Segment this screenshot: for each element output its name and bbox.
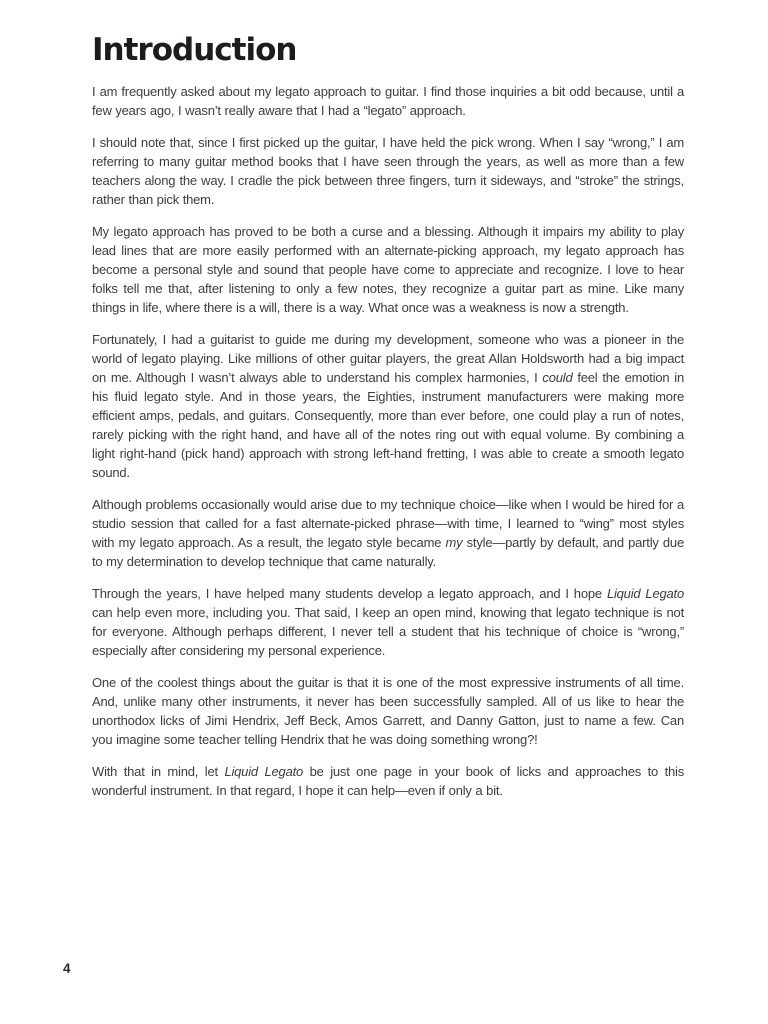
text-run: feel the emotion in his fluid legato style. And in those years, the Eighties, instrument manufacturers were making more efficient amps, pedals, and guitars. Consequently, more than ever before, one could play a run of notes, rarely picking with the right hand, and have all of the notes ring out with equal volume. By combining a light right-hand (pick hand) approach with strong left-hand fretting, I was able to create a smooth legato sound. [92, 370, 684, 481]
italic-run: could [542, 370, 573, 386]
paragraph [92, 584, 684, 660]
text-run: I should note that, since I first picked up the guitar, I have held the pick wrong. When I say “wrong,” I am referring to many guitar method books that I have seen through the years, as well as more than a few teachers along the way. I cradle the pick between three fingers, turn it sideways, and “stroke” the strings, rather than pick them. [92, 135, 684, 208]
paragraph [92, 762, 684, 800]
text-run: can help even more, including you. That said, I keep an open mind, knowing that legato technique is not for everyone. Although perhaps different, I never tell a student that his technique of choice is “wrong,” especially after considering my personal experience. [92, 605, 684, 659]
italic-run: Liquid Legato [606, 586, 684, 602]
italic-run: my [445, 535, 463, 551]
paragraph [92, 222, 684, 317]
paragraph [92, 330, 684, 482]
paragraph [92, 495, 684, 571]
text-run: Through the years, I have helped many students develop a legato approach, and I hope [92, 586, 607, 602]
text-run: My legato approach has proved to be both a curse and a blessing. Although it impairs my ability to play lead lines that are more easily performed with an alternate-picking approach, my legato approach has become a personal style and sound that people have come to appreciate and recognize. I love to hear folks tell me that, after listening to only a few notes, they recognize a guitar part as mine. Like many things in life, where there is a will, there is a way. What once was a weakness is now a strength. [92, 224, 684, 316]
paragraph [92, 133, 684, 209]
text-run: I am frequently asked about my legato approach to guitar. I find those inquiries a bit odd because, until a few years ago, I wasn’t really aware that I had a “legato” approach. [92, 84, 684, 119]
italic-run: Liquid Legato [224, 764, 304, 780]
paragraph [92, 82, 684, 120]
text-run: style—partly by default, and partly due to my determination to develop technique that came naturally. [92, 535, 684, 570]
text-run: Although problems occasionally would arise due to my technique choice—like when I would be hired for a studio session that called for a fast alternate-picked phrase—with time, I learned to “wing” most styles with my legato approach. As a result, the legato style became [92, 497, 684, 551]
page-number: 4 [63, 961, 71, 976]
text-run: Fortunately, I had a guitarist to guide me during my development, someone who was a pioneer in the world of legato playing. Like millions of other guitar players, the great Allan Holdsworth had a big impact on me. Although I wasn’t always able to understand his complex harmonies, I [92, 332, 684, 386]
text-run: One of the coolest things about the guitar is that it is one of the most expressive instruments of all time. And, unlike many other instruments, it never has been successfully sampled. All of us like to hear the unorthodox licks of Jimi Hendrix, Jeff Beck, Amos Garrett, and Danny Gatton, just to name a few. Can you imagine some teacher telling Hendrix that he was doing something wrong?! [92, 675, 684, 748]
text-run: With that in mind, let [92, 764, 225, 780]
page-title: Introduction [92, 32, 297, 68]
page-content [92, 34, 684, 800]
paragraph [92, 673, 684, 749]
text-run: be just one page in your book of licks and approaches to this wonderful instrument. In that regard, I hope it can help—even if only a bit. [92, 764, 685, 799]
body-paragraphs [92, 82, 684, 800]
